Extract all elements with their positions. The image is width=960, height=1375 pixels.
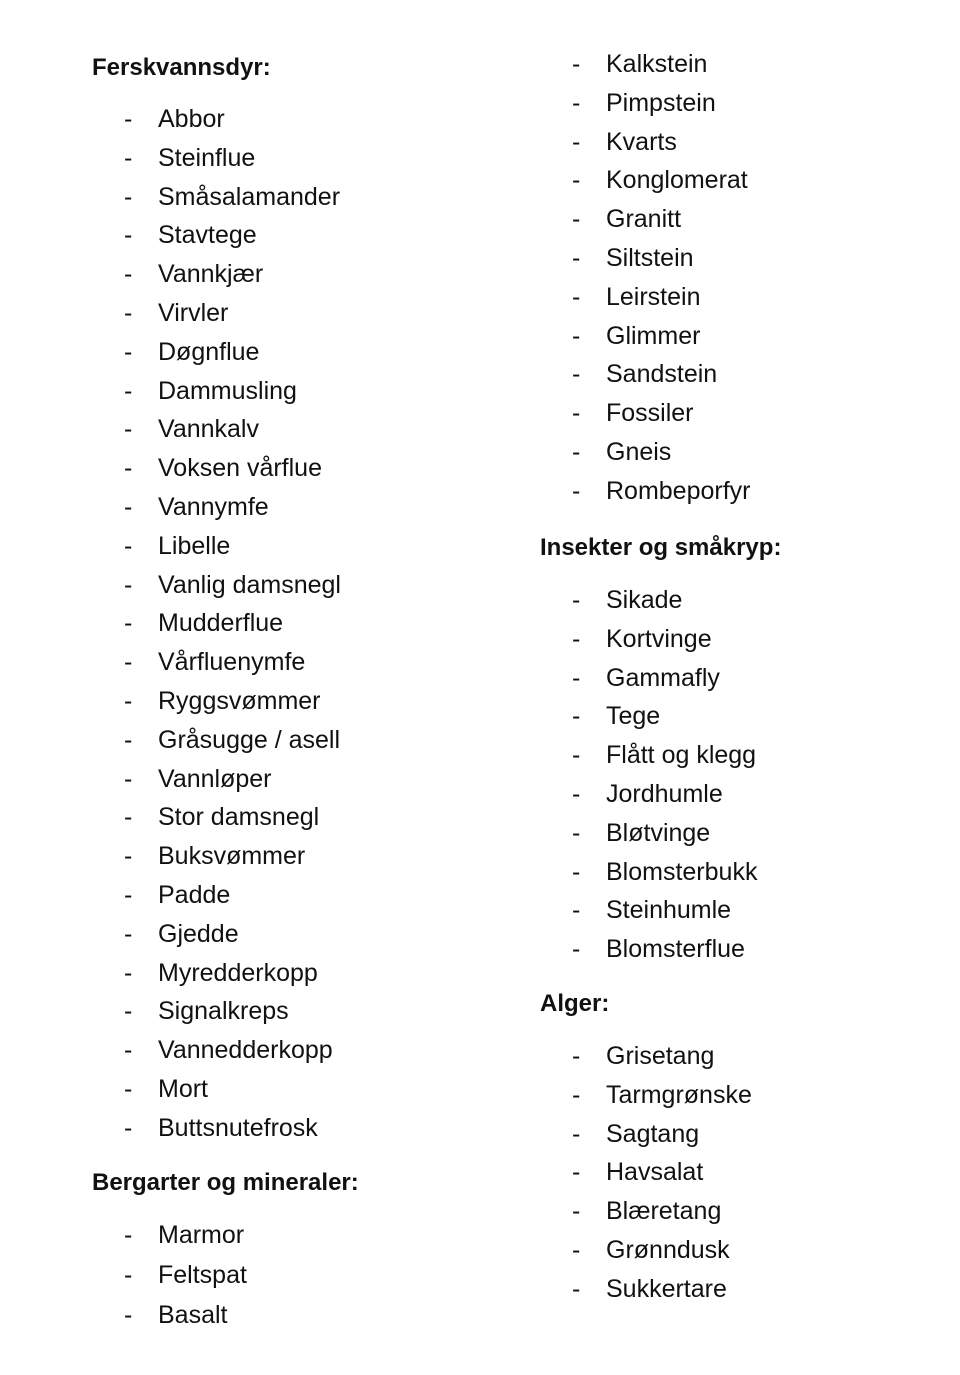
list-item-label: Siltstein	[606, 244, 694, 272]
list-bullet: -	[124, 959, 133, 987]
list-bullet: -	[124, 765, 133, 793]
list-item-label: Myredderkopp	[158, 959, 318, 987]
section-heading-alger: Alger:	[540, 990, 610, 1017]
list-bullet: -	[572, 858, 581, 886]
list-item-label: Stor damsnegl	[158, 803, 320, 831]
list-bullet: -	[572, 283, 581, 311]
list-item-label: Dammusling	[158, 377, 297, 405]
list-item-label: Grønndusk	[606, 1236, 730, 1264]
list-item-label: Vanlig damsnegl	[158, 571, 341, 599]
list-bullet: -	[124, 881, 133, 909]
list-item-label: Padde	[158, 881, 231, 909]
list-item-label: Småsalamander	[158, 183, 341, 211]
list-item-label: Signalkreps	[158, 997, 289, 1025]
list-item-label: Kalkstein	[606, 50, 708, 78]
list-item-label: Buttsnutefrosk	[158, 1114, 318, 1142]
list-item-label: Mort	[158, 1075, 208, 1103]
list-item-label: Ryggsvømmer	[158, 687, 321, 715]
list-item-label: Leirstein	[606, 283, 701, 311]
list-bullet: -	[572, 819, 581, 847]
list-bullet: -	[124, 183, 133, 211]
list-item-label: Tarmgrønske	[606, 1081, 752, 1109]
list-bullet: -	[572, 586, 581, 614]
list-bullet: -	[124, 1221, 133, 1249]
list-bullet: -	[124, 260, 133, 288]
list-bullet: -	[124, 571, 133, 599]
list-bullet: -	[572, 664, 581, 692]
list-item-label: Rombeporfyr	[606, 477, 751, 505]
list-bullet: -	[572, 1042, 581, 1070]
list-item-label: Grisetang	[606, 1042, 715, 1070]
list-item-label: Marmor	[158, 1221, 245, 1249]
list-item-label: Sandstein	[606, 360, 718, 388]
list-bullet: -	[572, 50, 581, 78]
list-bullet: -	[124, 1075, 133, 1103]
list-item-label: Vårfluenymfe	[158, 648, 306, 676]
list-bullet: -	[572, 360, 581, 388]
list-bullet: -	[572, 1120, 581, 1148]
list-bullet: -	[572, 1236, 581, 1264]
list-item-label: Gjedde	[158, 920, 239, 948]
list-item-label: Bløtvinge	[606, 819, 711, 847]
list-bullet: -	[572, 896, 581, 924]
list-item-label: Vannløper	[158, 765, 272, 793]
list-bullet: -	[572, 741, 581, 769]
list-bullet: -	[124, 648, 133, 676]
list-item-label: Konglomerat	[606, 166, 748, 194]
list-item-label: Gneis	[606, 438, 672, 466]
list-bullet: -	[124, 997, 133, 1025]
list-item-label: Kvarts	[606, 128, 677, 156]
list-item-label: Vannkjær	[158, 260, 264, 288]
list-item-label: Fossiler	[606, 399, 694, 427]
list-item-label: Basalt	[158, 1301, 228, 1329]
list-bullet: -	[124, 377, 133, 405]
list-bullet: -	[124, 299, 133, 327]
list-item-label: Voksen vårflue	[158, 454, 322, 482]
list-bullet: -	[124, 105, 133, 133]
list-item-label: Granitt	[606, 205, 682, 233]
section-heading-insekter-og-småkryp: Insekter og småkryp:	[540, 534, 782, 561]
list-bullet: -	[124, 803, 133, 831]
list-bullet: -	[572, 205, 581, 233]
list-bullet: -	[124, 920, 133, 948]
list-bullet: -	[124, 454, 133, 482]
list-bullet: -	[572, 477, 581, 505]
list-bullet: -	[124, 1261, 133, 1289]
list-item-label: Buksvømmer	[158, 842, 306, 870]
list-bullet: -	[572, 1081, 581, 1109]
list-bullet: -	[572, 89, 581, 117]
list-bullet: -	[124, 842, 133, 870]
list-item-label: Glimmer	[606, 322, 701, 350]
list-bullet: -	[572, 322, 581, 350]
list-bullet: -	[124, 338, 133, 366]
list-bullet: -	[124, 726, 133, 754]
list-item-label: Mudderflue	[158, 609, 284, 637]
list-item-label: Kortvinge	[606, 625, 712, 653]
list-bullet: -	[572, 244, 581, 272]
list-item-label: Abbor	[158, 105, 225, 133]
list-item-label: Sikade	[606, 586, 683, 614]
list-item-label: Blomsterbukk	[606, 858, 758, 886]
list-bullet: -	[124, 221, 133, 249]
list-bullet: -	[572, 438, 581, 466]
list-bullet: -	[572, 166, 581, 194]
list-bullet: -	[572, 1197, 581, 1225]
list-bullet: -	[124, 532, 133, 560]
section-heading-ferskvannsdyr: Ferskvannsdyr:	[92, 54, 271, 81]
list-bullet: -	[124, 687, 133, 715]
list-item-label: Blæretang	[606, 1197, 722, 1225]
list-bullet: -	[572, 399, 581, 427]
list-item-label: Gammafly	[606, 664, 720, 692]
list-item-label: Feltspat	[158, 1261, 247, 1289]
list-item-label: Stavtege	[158, 221, 257, 249]
list-item-label: Steinhumle	[606, 896, 732, 924]
list-bullet: -	[572, 128, 581, 156]
list-item-label: Steinflue	[158, 144, 256, 172]
list-bullet: -	[124, 1036, 133, 1064]
list-item-label: Gråsugge / asell	[158, 726, 341, 754]
list-bullet: -	[572, 935, 581, 963]
list-bullet: -	[124, 1301, 133, 1329]
list-item-label: Pimpstein	[606, 89, 716, 117]
list-item-label: Vannymfe	[158, 493, 269, 521]
list-item-label: Blomsterflue	[606, 935, 745, 963]
list-item-label: Flått og klegg	[606, 741, 757, 769]
list-item-label: Jordhumle	[606, 780, 723, 808]
list-bullet: -	[572, 1158, 581, 1186]
list-item-label: Døgnflue	[158, 338, 260, 366]
list-item-label: Havsalat	[606, 1158, 704, 1186]
list-bullet: -	[124, 144, 133, 172]
list-item-label: Virvler	[158, 299, 229, 327]
section-heading-bergarter-og-mineraler: Bergarter og mineraler:	[92, 1169, 359, 1196]
list-bullet: -	[124, 609, 133, 637]
list-item-label: Vannkalv	[158, 415, 259, 443]
list-bullet: -	[572, 702, 581, 730]
list-item-label: Sagtang	[606, 1120, 700, 1148]
list-item-label: Tege	[606, 702, 661, 730]
list-bullet: -	[124, 1114, 133, 1142]
list-item-label: Libelle	[158, 532, 231, 560]
list-bullet: -	[572, 1275, 581, 1303]
list-item-label: Vannedderkopp	[158, 1036, 333, 1064]
list-bullet: -	[572, 780, 581, 808]
list-bullet: -	[572, 625, 581, 653]
list-bullet: -	[124, 493, 133, 521]
list-bullet: -	[124, 415, 133, 443]
list-item-label: Sukkertare	[606, 1275, 727, 1303]
